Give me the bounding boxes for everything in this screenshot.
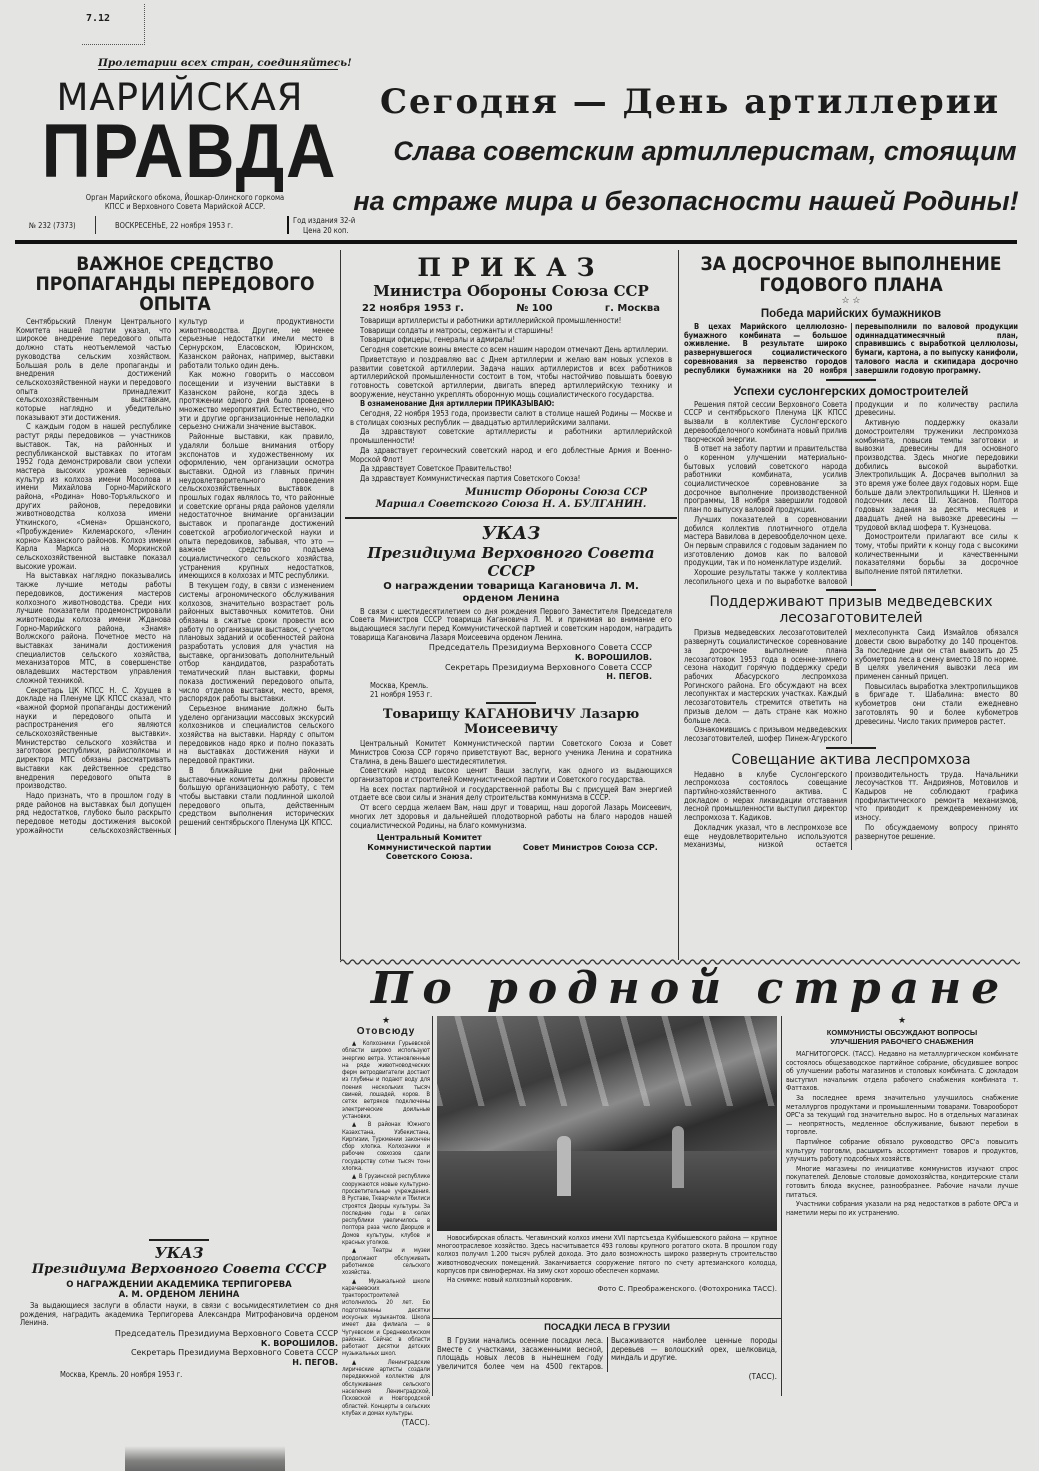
paragraph: Недавно в клубе Суслонгерского леспромхоза состоялось совещание партийно-хозяйственного актива. С докладом о мерах ликвидации отставания лесной промышленности выступил директор леспромхоза т. Кадиков. (684, 769, 847, 823)
signature-title: Председатель Президиума Верховного Совета СССР (428, 643, 652, 653)
issue-price: Цена 20 коп. (303, 226, 349, 235)
signature-title: Председатель Президиума Верховного Совета СССР (114, 1329, 338, 1339)
newspaper-title-main: ПРАВДА (41, 109, 338, 194)
newspaper-organ: Орган Марийского обкома, Йошкар-Олинского горкома КПСС и Верховного Совета Марийской АССР. (85, 193, 285, 211)
paragraph: Районные выставки, как правило, удаляли больше внимания отбору экспонатов и художественному их оформлению, чем организации осмотра выставки. Одной из главных причин неудовлетворительного проведения сельскохозяйственных выставок в прошлых годах являлось то, что районные и советские органы ряда районов уделяли недостаточное внимание организации выставок и пропаганде достижений советской агробиологической науки и опыта передовиков, забывая, что это — важное средство подъема социалистического сельского хозяйства, устранения крупных недостатков, имеющихся в колхозах и МТС республики. (179, 432, 334, 581)
issue-number: № 232 (7373) (29, 221, 76, 230)
main-headline: Сегодня — День артиллерии (380, 82, 1001, 122)
paragraph: Товарищи солдаты и матросы, сержанты и старшины! (360, 325, 554, 335)
ukaz-heading: О НАГРАЖДЕНИИ АКАДЕМИКА ТЕРПИГОРЕВА А. М. ОРДЕНОМ ЛЕНИНА (66, 1280, 292, 1300)
article-title: Победа марийских бумажников (760, 308, 942, 320)
paragraph: В цехах Марийского целлюлозно-бумажного комбината — большое оживление. В результате широко развернувшегося социалистического соревнования за первенство городов республики бумажники на 20 ноября перевыполнили по валовой продукции одиннадцатимесячный план, справившись с выработкой целлюлозы, бумаги, картона, а по выпуску канифоли, талового масла и скипидара досрочно завершили годовую программу. (684, 322, 1018, 375)
paragraph: Товарищи офицеры, генералы и адмиралы! (360, 335, 516, 345)
paragraph: Сентябрьский Пленум Центрального Комитета нашей партии указал, что широкое внедрение передового опыта должно стать неотъемлемой частью руководства сельским хозяйством. Большая роль в деле пропаганды и внедрения достижений сельскохозяйственной науки и передового опыта принадлежит сельскохозяйственным выставкам, которые наглядно и убедительно показывают эти достижения. (16, 317, 171, 422)
paragraph: Ознакомившись с призывом медведевских лесозаготовителей, шофер Пинеж-Агурского мехлесопункта Саид Измайлов обязался довести свою выработку до 140 процентов. За последние дни он стал вывозить до 25 кубометров леса в смену вместо 18 по норме. В целях увеличения вывозки леса им применен санный прицеп. (684, 628, 1018, 743)
signature-name: К. ВОРОШИЛОВ. (574, 653, 652, 663)
masthead-rule (15, 240, 1017, 244)
prikaz-signature-1: Министр Обороны Союза ССР (465, 486, 647, 498)
prikaz (350, 254, 672, 511)
prikaz-signature-2: Маршал Советского Союза Н. А. БУЛГАНИН. (375, 498, 647, 510)
ukaz-subtitle: Президиума Верховного Совета СССР (31, 1262, 327, 1277)
prikaz-subtitle: Министра Обороны Союза ССР (373, 282, 649, 300)
right-column (684, 254, 1018, 850)
paragraph: Да здравствует героический советский народ и его доблестные Армия и Военно-Морской Флот! (350, 445, 672, 464)
paragraph: В ближайшие дни районные выставочные комитеты должны провести большую организационную работу, с тем чтобы выставки стали подлинной школой передового опыта, действенным средством выполнения исторических решений сентябрьского Пленума ЦК КПСС. (179, 765, 334, 828)
paragraph: От всего сердца желаем Вам, наш друг и товарищ, наш дорогой Лазарь Моисеевич, многих лет здоровья и дальнейшей плодотворной работы на благо народов нашей социалистической Родины, на благо коммунизма. (350, 803, 672, 830)
article-title: Поддерживают призыв медведевских лесозаготовителей (709, 594, 993, 627)
article-title: Совещание актива леспромхоза (731, 751, 971, 768)
news-item: ▲ Музыкальной школе карачаевских тракторостроителей исполнилось 20 лет. Ею подготовлены десятки искусных музыкантов. Школа имеет два филиала — в Чугуевском и Средневолжском районах. Сейчас в области работают десятки детских музыкальных школ. (342, 1277, 430, 1358)
ukaz-heading: О награждении товарища Кагановича Л. М. орденом Ленина (383, 580, 639, 604)
news-item: ▲ В районах Южного Казахстана, Узбекистана, Киргизии, Туркмении закончен сбор хлопка. Колхозники и рабочие совхозов сдали государству сотни тысяч тонн хлопка. (342, 1121, 430, 1173)
paragraph: Призыв медведевских лесозаготовителей развернуть социалистическое соревнование за досрочное выполнение плана лесозаготовок 1953 года в осенне-зимнего сезона находит горячую поддержку среди рабочих Абасурского леспромхоза Рогинского района. Его обсуждают на всех лесопунктах и мастерских участках. Каждый лесозаготовитель стремится ответить на призыв делом — дать стране как можно больше леса. (684, 628, 847, 725)
article-title: Успехи суслонгерских домостроителей (733, 383, 969, 398)
paragraph: Секретарь ЦК КПСС Н. С. Хрущев в докладе на Пленуме ЦК КПСС сказал, что «важной формой пропаганды достижений науки и передового опыта и распространения его являются сельскохозяйственные выставки». Министерство сельского хозяйства и заготовок республики, райисполкомы и директора МТС обязаны рассматривать выставки как действенное средство внедрения передового опыта в производство. (16, 685, 171, 791)
ukaz-place: Москва, Кремль. (370, 680, 429, 690)
signature-title: Секретарь Президиума Верховного Совета СССР (444, 662, 652, 672)
paragraph: Повысилась выработка электропильщиков в бригаде т. Шабалина: вместо 80 кубометров они стали ежедневно заготовлять 90 и более кубометров древесины. Число таких примеров растет. (855, 681, 1018, 726)
caption-text: Новосибирская область. Чегавинский колхоз имени XVII партсъезда Куйбышевского района — крупное многоотраслевое хозяйство. Здесь насчитывается 493 головы крупного рогатого скота. В прошлом году колхоз получил 1.200 тысяч рублей дохода. Это дало возможность широко развернуть строительство животноводческих помещений. Заканчивается сооружение пятого по счету артезианского колодца, корпусов при свинофермах. На зиму скот хорошо обеспечен кормами. (437, 1234, 777, 1275)
news-item: ▲ Театры и музеи продолжают обслуживать работников сельского хозяйства. (342, 1247, 430, 1277)
otovsyudu-source: (ТАСС). (401, 1418, 430, 1428)
paragraph: Хорошие результаты также у коллектива лесопильного цеха и по выработке валовой продукции и по количеству распила древесины. (684, 399, 1018, 586)
paragraph: Решения пятой сессии Верховного Совета СССР и сентябрьского Пленума ЦК КПСС вызвали в коллективе Суслонгерского деревообделочного комбината новый прилив творческой энергии. (684, 399, 847, 444)
star-icon: ★ (381, 1016, 391, 1026)
greeting-signature-council: Совет Министров Союза ССР. (522, 842, 658, 852)
left-article-title: ВАЖНОЕ СРЕДСТВО ПРОПАГАНДЫ ПЕРЕДОВОГО ОПЫТА (35, 253, 315, 315)
archive-stamp (82, 4, 145, 45)
paragraph: В ознаменование Дня артиллерии ПРИКАЗЫВАЮ: (360, 399, 555, 409)
middle-divider (345, 517, 677, 519)
issue-date: ВОСКРЕСЕНЬЕ, 22 ноября 1953 г. (115, 221, 233, 230)
slogan-line-2: на страже мира и безопасности нашей Родины! (353, 186, 1019, 216)
newspaper-title-top: МАРИЙСКАЯ (56, 76, 304, 119)
paragraph: За последнее время значительно улучшилось снабжение металлургов продуктами и промышленными товарами. Товарооборот ОРС'а за текущий год значительно вырос. Но в отдельных магазинах — неопрятность, медленное обслуживание, бывают перебои в торговле. (786, 1093, 1018, 1137)
middle-column (350, 254, 672, 862)
ukaz-title: УКАЗ (154, 1244, 204, 1262)
paragraph: В ответ на заботу партии и правительства о коренном улучшении материально-бытовых условий советского народа работники комбината, усилив социалистическое соревнование за досрочное выполнение производственной программы, 18 ноября завершили годовой план по выпуску валовой продукции. (684, 444, 847, 515)
ukaz-subtitle: Президиума Верховного Совета СССР (367, 543, 655, 580)
left-article (16, 254, 334, 835)
page-smudge (125, 1446, 285, 1471)
ukaz-text: В связи с шестидесятилетием со дня рождения Первого Заместителя Председателя Совета Министров СССР товарища Кагановича Л. М. и принимая во внимание его выдающиеся заслуги перед Коммунистической партией и советским народом, наградить товарища Кагановича Лазаря Моисеевича орденом Ленина. (350, 606, 672, 642)
paragraph: Как можно говорить о массовом посещении и изучении выставки в Казанском районе, когда здесь в протяжении одного дня было проведено множество мероприятий. Естественно, что эти и другие организационные неполадки серьезно снижали значение выставок. (179, 370, 334, 432)
paragraph: Участники собрания указали на ряд недостатков в работе ОРС'а и наметили меры по их устранению. (786, 1200, 1018, 1217)
greeting-signature-cc: Центральный Комитет Коммунистической партии Советского Союза. (367, 833, 492, 862)
news-photo (437, 1016, 777, 1231)
forest-title: ПОСАДКИ ЛЕСА В ГРУЗИИ (544, 1322, 670, 1333)
paragraph: МАГНИТОГОРСК. (ТАСС). Недавно на металлургическом комбинате состоялось общезаводское партийное собрание, обсудившее вопрос об улучшении работы магазинов и столовых комбината. С докладом выступил начальник отдела рабочего снабжения комбината т. Фаттахов. (786, 1050, 1018, 1093)
communists-article (786, 1016, 1018, 1218)
paragraph: Советский народ высоко ценит Ваши заслуги, как одного из выдающихся организаторов и строителей Коммунистической партии и Советского государства. (350, 766, 672, 785)
paragraph: Надо признать, что в прошлом году в ряде районов на выставках был допущен ряд недостатков, глубоко было раскрыто передовое методы достижения высокой урожайности сельскохозяйственных культур и продуктивности животноводства. Другие, не менее серьезные недостатки имели место в Сернурском, Еласовском, Юринском, Казанском районах, например, выставки работали только один день. (16, 317, 334, 835)
communists-title: КОММУНИСТЫ ОБСУЖДАЮТ ВОПРОСЫ УЛУЧШЕНИЯ РАБОЧЕГО СНАБЖЕНИЯ (826, 1028, 978, 1046)
ukaz-date: 21 ноября 1953 г. (370, 689, 433, 699)
ukaz-kaganovich (350, 523, 672, 862)
prikaz-date: 22 ноября 1953 г. (362, 303, 464, 314)
paragraph: С каждым годом в нашей республике растут ряды передовиков — участников выставок. Так, на районных и республиканской выставках по итогам 1952 года демонстрировали свои успехи мастера высоких урожаев зерновых культур из колхоза имени Мосолова и имени Михайлова Горно-Марийского района, «Родина» Ново-Торъяльского и других районов, передовики животноводства колхоза имени Уткинского, «Смена» Оршанского, «Пробуждение» Килемарского, «Ленин корно» Казанского районов. Колхоз имени Карла Маркса на Моркинской сельскохозяйственной выставке показал высокие урожаи. (16, 422, 171, 571)
paragraph: Да здравствуют советские артиллеристы и работники артиллерийской промышленности! (350, 427, 672, 446)
otovsyudu-title: Отовсюду (356, 1026, 416, 1037)
place-date: Москва, Кремль. 20 ноября 1953 г. (60, 1370, 183, 1380)
issue-line (15, 216, 356, 236)
photo-caption (437, 1234, 777, 1294)
greeting-title: Товарищу КАГАНОВИЧУ Лазарю Моисеевичу (382, 707, 640, 738)
news-item: ▲ В Грузинской республике сооружаются новые культурно-просветительные учреждения. В Руставе, Ткварчели и Тбилиси строятся Дворцы культуры. За последние годы в селах республики увеличилось в полтора раза число Дворцов и Домов культуры, клубов и красных уголков. (342, 1173, 430, 1247)
paragraph: Товарищи артиллеристы и работники артиллерийской промышленности! (360, 316, 622, 325)
star-icon: ★ (897, 1016, 907, 1026)
ukaz-title: УКАЗ (481, 522, 541, 544)
signature-name: К. ВОРОШИЛОВ. (260, 1338, 338, 1348)
paragraph: Лучших показателей в соревновании добился коллектив плотничного отдела мастера Вавилова в деревообделочном цехе. Он первым справился с годовым заданием по изготовлению домов как по валовой продукции, так и по номенклатуре изделий. (684, 514, 847, 568)
signature-name: Н. ПЕГОВ. (292, 1357, 338, 1367)
section-title: По родной стране (370, 963, 1010, 1014)
slogan: Пролетарии всех стран, соединяйтесь! (98, 57, 352, 69)
news-item: ▲ Колхозники Гурьевской области широко используют энергию ветра. Установленные на ряде животноводческих ферм ветродвигатели достают из глубины и подают воду для поения нескольких тысяч свиней, лошадей, коров. В сетях ветряков подключены электрические доильные установки. (342, 1040, 430, 1120)
paragraph: Сегодня, 22 ноября 1953 года, произвести салют в столице нашей Родины — Москве и в столицах союзных республик — двадцатью артиллерийскими залпами. (350, 409, 672, 427)
ukaz-text: За выдающиеся заслуги в области науки, в связи с восьмидесятилетием со дня рождения, наградить академика Терпигорева Александра Митрофановича орденом Ленина. (20, 1301, 338, 1328)
paragraph: В Грузии начались осенние посадки леса. Вместе с участками, засаженными весной, площадь новых лесов в нынешнем году увеличится более чем на 4500 гектаров. Высаживаются наиболее ценные породы деревьев — волошский орех, шелковица, миндаль и другие. (437, 1336, 777, 1372)
paragraph: Приветствую и поздравляю вас с Днем артиллерии и желаю вам новых успехов в развитии советской артиллерии. Задача наших артиллеристов и всех работников артиллерийской промышленности состоит в том, чтобы настойчиво повышать боевую готовность советской артиллерии, двигать вперед артиллерийскую технику и вооружение, неустанно укреплять оборонную мощь социалистического государства. (350, 354, 672, 399)
photo-credit: Фото С. Преображенского. (Фотохроника ТАСС). (597, 1285, 777, 1294)
paragraph: На всех постах партийной и государственной работы Вы с присущей Вам энергией отдаете все свои силы и знания делу строительства коммунизма в СССР. (350, 784, 672, 803)
paragraph: Сегодня советские воины вместе со всем нашим народом отмечают День артиллерии. (360, 345, 669, 355)
issue-year: Год издания 32-й (293, 216, 356, 225)
otovsyudu-column (342, 1016, 430, 1427)
left-ukaz (20, 1236, 338, 1381)
paragraph: Активную поддержку оказали домостроителям труженики леспромхоза комбината, повысив темпы заготовки и вывозки древесины для основного производства. Здесь многие передовики добились высокой выработки. Электропильщик А. Досрачев выполнил за это время уже более двух годовых норм. Еще больше дали электропильщики Н. Шеянов и подсочник леса Ш. Хасанов. Полтора годовых задания за десять месяцев и двадцать дней на вывозке древесины — трудовой вклад шофера т. Кузнецова. (855, 418, 1018, 532)
prikaz-city: г. Москва (604, 303, 660, 314)
paragraph: По обсуждаемому вопросу принято развернутое решение. (855, 822, 1018, 841)
paragraph: В текущем году, в связи с изменением системы агрономического обслуживания колхозов, значительно возрастает роль районных выставочных комитетов. Они обязаны в сжатые сроки провести всю работу по организации выставок, с учетом плановых заданий и особенностей района разработать условия для участия на выставке, организовать дополнительный отбор кандидатов, разработать тематический план выставки, формы показа достижений передового опыта, число отделов выставки, место, время, распорядок работы выставки. (179, 581, 334, 704)
signature-title: Секретарь Президиума Верховного Совета СССР (130, 1348, 338, 1358)
prikaz-title: ПРИКАЗ (417, 253, 605, 282)
forest-article (437, 1322, 777, 1381)
paragraph: Серьезное внимание должно быть уделено организации массовых экскурсий колхозников и специалистов сельского хозяйства на выставки. Наряду с опытом передовиков надо ярко и полно показать на выставках достижения науки и передовой практики. (179, 703, 334, 766)
paragraph: Центральный Комитет Коммунистической партии Советского Союза и Совет Министров Союза ССР горячо приветствуют Вас, верного ученика Ленина и соратника Сталина, в день Вашего шестидесятилетия. (350, 739, 672, 766)
paragraph: Партийное собрание обязало руководство ОРС'а повысить культуру торговли, расширить ассортимент товаров и продуктов, улучшить работу подсобных хозяйств. (786, 1137, 1018, 1164)
paragraph: Докладчик указал, что в леспромхозе все еще неудовлетворительно используются механизмы, низкой остается производительность труда. Начальники лесоучастков тт. Андриянов, Мотовилов и Кадыров не соблюдают графика профилактического ремонта механизмов, что приводит к преждевременному их износу. (684, 769, 1018, 850)
prikaz-number: № 100 (516, 303, 553, 314)
signature-name: Н. ПЕГОВ. (606, 672, 652, 682)
stamp-number: 7.12 (86, 13, 111, 24)
right-title: ЗА ДОСРОЧНОЕ ВЫПОЛНЕНИЕ ГОДОВОГО ПЛАНА (700, 253, 1002, 296)
paragraph: На выставках наглядно показывались также лучшие методы работы передовиков, достижения мастеров колхозного животноводства. Среди них лучшие показатели продемонстрировали животноводы колхоза имени Ждановa Горно-Марийского района, «Знамя» Волжского района. Почетное место на выставках занимали достижения специалистов сельского хозяйства, механизаторов МТС, в совершенстве овладевших мастерством управления сложной техникой. (16, 571, 171, 685)
news-item: ▲ Ленинградские лирические артисты создали передвижной коллектив для обслуживания сельского населения Ленинградской, Псковской и Новгородской областей. Концерты в сельских клубах и домах культуры. (342, 1358, 430, 1417)
slogan-line-1: Слава советским артиллеристам, стоящим (393, 136, 1017, 166)
stars-icon: ☆ ☆ (841, 296, 861, 306)
caption-subtext: На снимке: новый колхозный коровник. (447, 1276, 573, 1285)
paragraph: Многие магазины по инициативе коммунистов изучают спрос покупателей. Деловые столовые домохозяйства, кондитерские стали готовить блюда вкуснее, разнообразнее. Рабочие начали лучше питаться. (786, 1164, 1018, 1199)
paragraph: Домостроители прилагают все силы к тому, чтобы прийти к концу года с высокими количественными и качественными показателями борьбы за досрочное выполнение пятой пятилетки. (855, 532, 1018, 577)
forest-source: (ТАСС). (748, 1371, 777, 1381)
paragraph: Да здравствует Советское Правительство! (360, 464, 512, 474)
paragraph: Да здравствует Коммунистическая партия Советского Союза! (360, 473, 581, 483)
